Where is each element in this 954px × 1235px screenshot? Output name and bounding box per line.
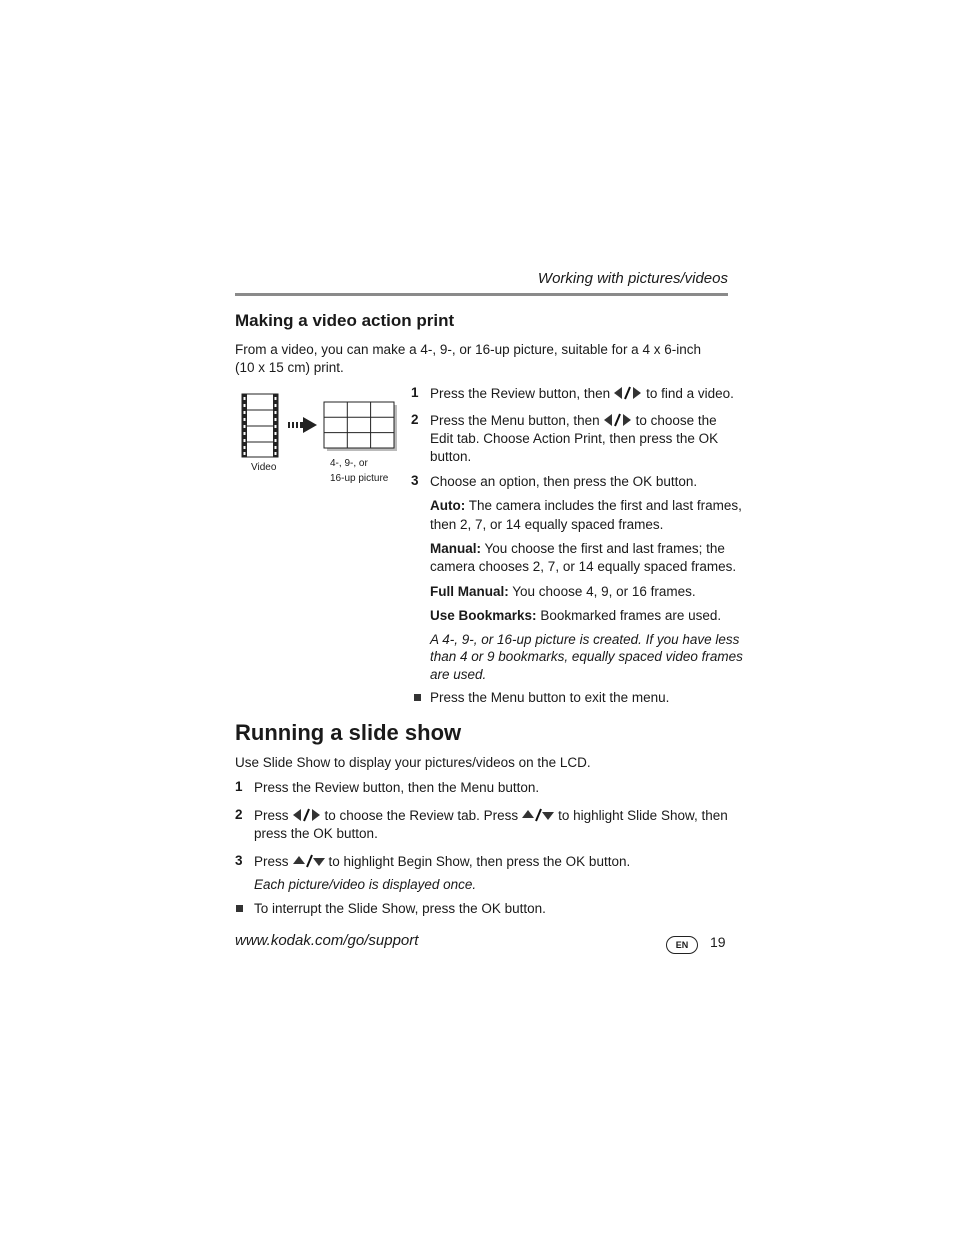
header-rule bbox=[235, 293, 728, 296]
step-2-line-3: button. bbox=[430, 449, 472, 464]
option-auto-desc-2: then 2, 7, or 14 equally spaced frames. bbox=[430, 517, 664, 532]
option-manual-desc-1: You choose the first and last frames; the bbox=[484, 541, 725, 556]
slide-step-2-post: to highlight Slide Show, then bbox=[558, 808, 728, 823]
slide-step-2-line-2: press the OK button. bbox=[254, 826, 378, 841]
option-full-manual-label: Full Manual: bbox=[430, 584, 509, 599]
slide-step-2-mid: to choose the Review tab. Press bbox=[324, 808, 519, 823]
note-line-2: than 4 or 9 bookmarks, equally spaced video frames bbox=[430, 649, 743, 664]
figure-label-output-1: 4-, 9-, or bbox=[330, 458, 368, 469]
support-url-link[interactable]: www.kodak.com/go/support bbox=[235, 932, 419, 949]
option-manual-desc-2: camera chooses 2, 7, or 14 equally spaced frames. bbox=[430, 559, 737, 574]
intro-line-1: From a video, you can make a 4-, 9-, or 16-up picture, suitable for a 4 x 6-inch bbox=[235, 342, 701, 357]
option-manual bbox=[430, 540, 725, 558]
note-line-3: are used. bbox=[430, 667, 487, 682]
step-1-pre: Press the Review button, then bbox=[430, 386, 611, 401]
slide-step-1-text: Press the Review button, then the Menu button. bbox=[254, 780, 540, 795]
option-use-bookmarks bbox=[430, 607, 721, 625]
option-full-manual-desc: You choose 4, 9, or 16 frames. bbox=[512, 584, 696, 599]
running-header: Working with pictures/videos bbox=[537, 270, 728, 287]
step-3-text: Choose an option, then press the OK button. bbox=[430, 474, 698, 489]
up-down-arrows-icon bbox=[292, 854, 326, 873]
step-number: 1 bbox=[411, 385, 419, 400]
step-2-pre: Press the Menu button, then bbox=[430, 413, 600, 428]
step-1-text bbox=[430, 385, 734, 405]
slide-step-3-pre: Press bbox=[254, 854, 289, 869]
step-2-text bbox=[430, 412, 717, 432]
note-line-1: A 4-, 9-, or 16-up picture is created. If you have less bbox=[430, 632, 740, 647]
slide-step-3-text bbox=[254, 853, 630, 873]
step-number: 2 bbox=[411, 412, 419, 427]
step-number: 3 bbox=[411, 473, 419, 488]
exit-menu-text: Press the Menu button to exit the menu. bbox=[430, 690, 670, 705]
slide-step-3-post: to highlight Begin Show, then press the OK button. bbox=[328, 854, 631, 869]
figure-label-output-2: 16-up picture bbox=[330, 473, 389, 484]
bullet-square-icon bbox=[414, 694, 421, 701]
interrupt-text: To interrupt the Slide Show, press the OK button. bbox=[254, 901, 546, 916]
slide-show-intro: Use Slide Show to display your pictures/videos on the LCD. bbox=[235, 755, 591, 770]
section-heading-slide-show: Running a slide show bbox=[235, 720, 462, 745]
language-badge: EN bbox=[666, 936, 698, 954]
step-2-line-2: Edit tab. Choose Action Print, then press the OK bbox=[430, 431, 719, 446]
option-auto bbox=[430, 497, 742, 515]
figure-label-video: Video bbox=[251, 462, 277, 473]
left-right-arrows-icon bbox=[613, 386, 643, 405]
option-auto-desc-1: The camera includes the first and last frames, bbox=[468, 498, 742, 513]
bullet-square-icon bbox=[236, 905, 243, 912]
step-2-post: to choose the bbox=[635, 413, 717, 428]
slide-step-2-pre: Press bbox=[254, 808, 289, 823]
step-1-post: to find a video. bbox=[646, 386, 734, 401]
page-number: 19 bbox=[710, 934, 726, 950]
option-use-bookmarks-desc: Bookmarked frames are used. bbox=[540, 608, 722, 623]
option-use-bookmarks-label: Use Bookmarks: bbox=[430, 608, 537, 623]
intro-line-2: (10 x 15 cm) print. bbox=[235, 360, 344, 375]
up-down-arrows-icon bbox=[521, 808, 555, 827]
slide-show-note: Each picture/video is displayed once. bbox=[254, 877, 477, 892]
step-number: 1 bbox=[235, 779, 243, 794]
option-manual-label: Manual: bbox=[430, 541, 482, 556]
option-auto-label: Auto: bbox=[430, 498, 466, 513]
step-number: 3 bbox=[235, 853, 243, 868]
slide-step-2-text bbox=[254, 807, 728, 827]
step-number: 2 bbox=[235, 807, 243, 822]
option-full-manual bbox=[430, 583, 696, 601]
section-heading-video-print: Making a video action print bbox=[235, 311, 455, 330]
